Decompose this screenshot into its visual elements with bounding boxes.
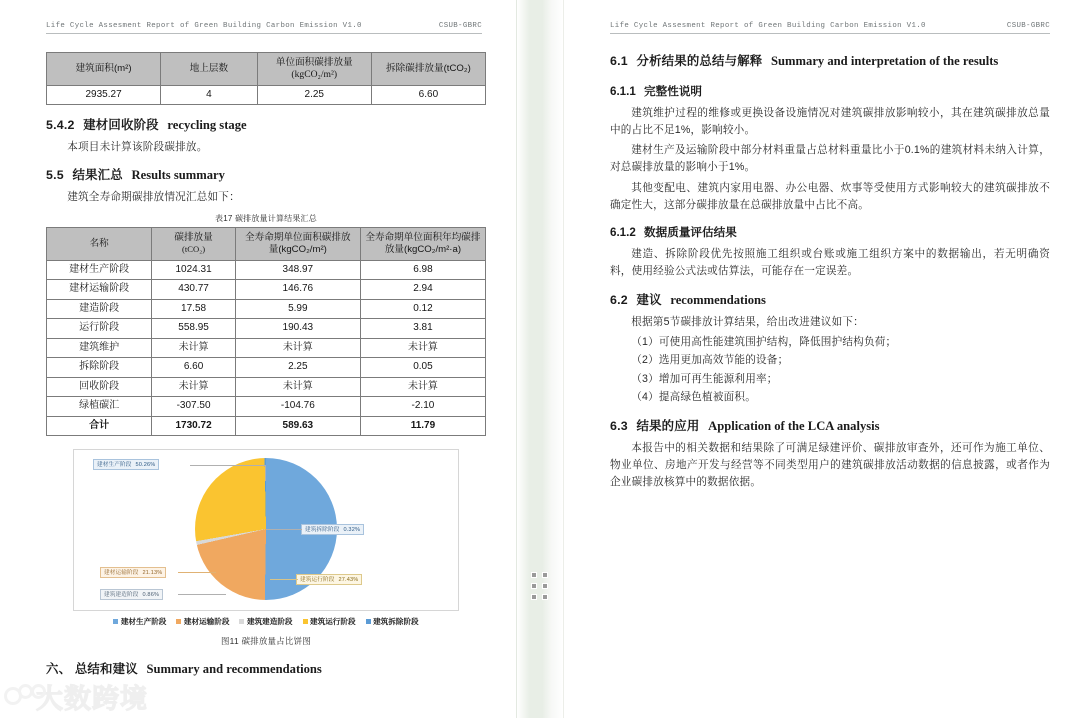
recommendation-item: （3）增加可再生能源利用率； <box>631 372 778 385</box>
heading-6-3: 6.3 结果的应用 Application of the LCA analysis <box>610 418 880 433</box>
pie-leader-operation <box>270 579 298 580</box>
handle-dot <box>531 572 537 578</box>
cell-stage-name: 绿植碳汇 <box>47 397 152 417</box>
cell-stage-name: 建筑维护 <box>47 338 152 358</box>
cell-stage-name: 回收阶段 <box>47 377 152 397</box>
table-row <box>47 397 486 417</box>
recommendation-item: （4）提高绿色植被面积。 <box>631 390 757 403</box>
legend-label: 建筑运行阶段 <box>310 617 356 627</box>
table-row <box>47 377 486 397</box>
cell-demolition-emission: 6.60 <box>371 85 485 105</box>
cell-per-area: 2.25 <box>235 358 360 378</box>
cell-emission: 未计算 <box>152 338 235 358</box>
pie-callout-demolition: 建筑拆除阶段 0.32% <box>301 524 364 535</box>
pane-resize-handle[interactable] <box>531 572 551 602</box>
paragraph-6-3: 本报告中的相关数据和结果除了可满足绿建评价、碳排放审查外，还可作为施工单位、物业单位、房地产开发与经营等不同类型用户的建筑碳排放活动数据的信息披露，或者作为企业碳排放核算中的数据依据。 <box>610 441 1050 489</box>
cell-per-area-year: 11.79 <box>360 416 485 436</box>
cell-emission: 未计算 <box>152 377 235 397</box>
column-header-floors: 地上层数 <box>161 53 258 86</box>
handle-dot <box>531 594 537 600</box>
legend-label: 建材生产阶段 <box>120 617 167 627</box>
legend-item <box>176 616 229 627</box>
paragraph-6-1-1-a: 建筑维护过程的维修或更换设备设施情况对建筑碳排放影响较小，其在建筑碳排放总量中的占比不足1%，影响较小。 <box>610 106 1050 137</box>
emission-summary-table <box>46 227 486 436</box>
heading-6-1-1: 6.1.1 完整性说明 <box>610 84 703 98</box>
table-header-row <box>47 227 486 260</box>
emission-share-pie-chart <box>73 449 459 627</box>
heading-6-1: 6.1 分析结果的总结与解释 Summary and interpretation of the results <box>610 54 999 68</box>
right-page-content <box>610 52 1050 494</box>
cell-per-area: 348.97 <box>235 260 360 280</box>
heading-5-4-2: 5.4.2 建材回收阶段 recycling stage <box>46 118 247 133</box>
column-header-lifecycle-per-area: 全寿命期单位面积碳排放 量(kgCO₂/m²) <box>235 227 360 260</box>
legend-swatch <box>366 619 371 624</box>
cell-per-area: 未计算 <box>235 377 360 397</box>
paragraph-5-5: 建筑全寿命期碳排放情况汇总如下： <box>67 190 240 203</box>
legend-label: 建材运输阶段 <box>183 617 230 627</box>
demolition-results-table <box>46 52 486 105</box>
table-row <box>47 299 486 319</box>
cell-emission: 6.60 <box>152 358 235 378</box>
handle-dot <box>531 583 537 589</box>
legend-swatch <box>113 619 118 624</box>
pie-leader-production-v <box>265 465 266 481</box>
cell-emission: 430.77 <box>152 280 235 300</box>
watermark-text: 大数跨境 <box>36 684 148 714</box>
pie-callout-production: 建材生产阶段 50.26% <box>93 459 159 470</box>
legend-swatch <box>303 619 308 624</box>
cell-floors: 4 <box>161 85 258 105</box>
column-header-demolition-emission: 拆除碳排放量(tCO₂) <box>371 53 485 86</box>
page-gutter <box>516 0 564 718</box>
cell-per-area: 5.99 <box>235 299 360 319</box>
cell-per-area-year: 6.98 <box>360 260 485 280</box>
cell-per-area-year: 0.12 <box>360 299 485 319</box>
handle-dot <box>542 583 548 589</box>
running-header-title: Life Cycle Assesment Report of Green Building Carbon Emission V1.0 <box>46 22 362 30</box>
pie-leader-production <box>190 465 265 466</box>
heading-6-1-2: 6.1.2 数据质量评估结果 <box>610 225 737 239</box>
heading-chapter-six: 六、 总结和建议 Summary and recommendations <box>46 662 322 677</box>
legend-item <box>366 616 419 627</box>
emission-summary-table-body <box>47 260 486 436</box>
cell-per-area: 146.76 <box>235 280 360 300</box>
cell-emission: 1024.31 <box>152 260 235 280</box>
pie-leader-construction <box>178 594 226 595</box>
paragraph-6-2-lead: 根据第5节碳排放计算结果，给出改进建议如下： <box>631 316 864 329</box>
cell-stage-name: 运行阶段 <box>47 319 152 339</box>
cell-emission: 17.58 <box>152 299 235 319</box>
cell-per-area-year: 0.05 <box>360 358 485 378</box>
cell-per-area: 未计算 <box>235 338 360 358</box>
cell-per-area: 190.43 <box>235 319 360 339</box>
legend-item <box>303 616 356 627</box>
pie-leader-transport <box>178 572 216 573</box>
pie-callout-operation: 建筑运行阶段 27.43% <box>296 574 362 585</box>
table-row <box>47 319 486 339</box>
column-header-unit-area-emission: 单位面积碳排放量 (kgCO₂/m²) <box>257 53 371 86</box>
handle-dot <box>542 572 548 578</box>
column-header-lifecycle-per-area-year: 全寿命期单位面积年均碳排 放量(kgCO₂/m²·a) <box>360 227 485 260</box>
table-row <box>47 358 486 378</box>
cell-emission: 1730.72 <box>152 416 235 436</box>
running-header-code: CSUB-GBRC <box>1006 22 1050 30</box>
running-header-left <box>46 22 482 34</box>
cell-stage-name: 合计 <box>47 416 152 436</box>
legend-label: 建筑拆除阶段 <box>373 617 419 627</box>
cell-stage-name: 建材运输阶段 <box>47 280 152 300</box>
column-header-building-area: 建筑面积(m²) <box>47 53 161 86</box>
paragraph-5-4-2: 本项目未计算该阶段碳排放。 <box>67 141 208 154</box>
pie-legend <box>74 616 458 627</box>
recommendation-item: （2）选用更加高效节能的设备； <box>631 354 789 367</box>
document-page-right <box>564 0 1080 718</box>
legend-item <box>239 616 292 627</box>
column-header-emission: 碳排放量 (tCO₂) <box>152 227 235 260</box>
column-header-name: 名称 <box>47 227 152 260</box>
running-header-right <box>610 22 1050 34</box>
pie-callout-construction: 建筑建造阶段 0.86% <box>100 589 163 600</box>
running-header-code: CSUB-GBRC <box>438 22 482 30</box>
cell-per-area-year: 3.81 <box>360 319 485 339</box>
heading-6-2: 6.2 建议 recommendations <box>610 293 766 308</box>
cell-per-area-year: -2.10 <box>360 397 485 417</box>
cell-per-area-year: 未计算 <box>360 338 485 358</box>
legend-label: 建筑建造阶段 <box>246 617 293 627</box>
cell-stage-name: 拆除阶段 <box>47 358 152 378</box>
handle-dot <box>542 594 548 600</box>
cell-per-area: 589.63 <box>235 416 360 436</box>
recommendation-item: （1）可使用高性能建筑围护结构，降低围护结构负荷； <box>631 336 897 349</box>
cell-per-area-year: 未计算 <box>360 377 485 397</box>
figure-caption-11: 图11 碳排放量占比饼图 <box>221 636 311 647</box>
table-caption-17: 表17 碳排放量计算结果汇总 <box>215 213 317 223</box>
cell-emission: -307.50 <box>152 397 235 417</box>
pie-leader-demolition <box>266 529 302 530</box>
watermark-logo-icon <box>4 680 56 714</box>
paragraph-6-1-1-c: 其他变配电、建筑内家用电器、办公电器、炊事等受使用方式影响较大的建筑碳排放不确定性大，这部分碳排放量在总碳排放量中占比不高。 <box>610 181 1050 211</box>
left-page-content <box>46 44 486 683</box>
cell-per-area-year: 2.94 <box>360 280 485 300</box>
table-row <box>47 85 486 105</box>
heading-5-5: 5.5 结果汇总 Results summary <box>46 167 225 182</box>
cell-emission: 558.95 <box>152 319 235 339</box>
cell-stage-name: 建材生产阶段 <box>47 260 152 280</box>
running-header-title: Life Cycle Assesment Report of Green Building Carbon Emission V1.0 <box>610 22 926 30</box>
table-row-total <box>47 416 486 436</box>
cell-stage-name: 建造阶段 <box>47 299 152 319</box>
cell-building-area: 2935.27 <box>47 85 161 105</box>
document-page-left <box>0 0 516 718</box>
paragraph-6-1-2: 建造、拆除阶段优先按照施工组织或台账或施工组织方案中的数据输出，若无明确资料，使用经验公式法或估算法，可能存在一定误差。 <box>610 247 1050 277</box>
legend-swatch <box>239 619 244 624</box>
table-row <box>47 338 486 358</box>
cell-per-area: -104.76 <box>235 397 360 417</box>
legend-swatch <box>176 619 181 624</box>
cell-unit-area-emission: 2.25 <box>257 85 371 105</box>
legend-item <box>113 616 166 627</box>
pie-callout-transport: 建材运输阶段 21.13% <box>100 567 166 578</box>
paragraph-6-1-1-b: 建材生产及运输阶段中部分材料重量占总材料重量比小于0.1%的建筑材料未纳入计算，对总碳排放量的影响小于1%。 <box>610 144 1050 174</box>
table-row <box>47 260 486 280</box>
recommendation-list <box>610 334 1050 406</box>
table-row <box>47 280 486 300</box>
table-header-row <box>47 53 486 86</box>
